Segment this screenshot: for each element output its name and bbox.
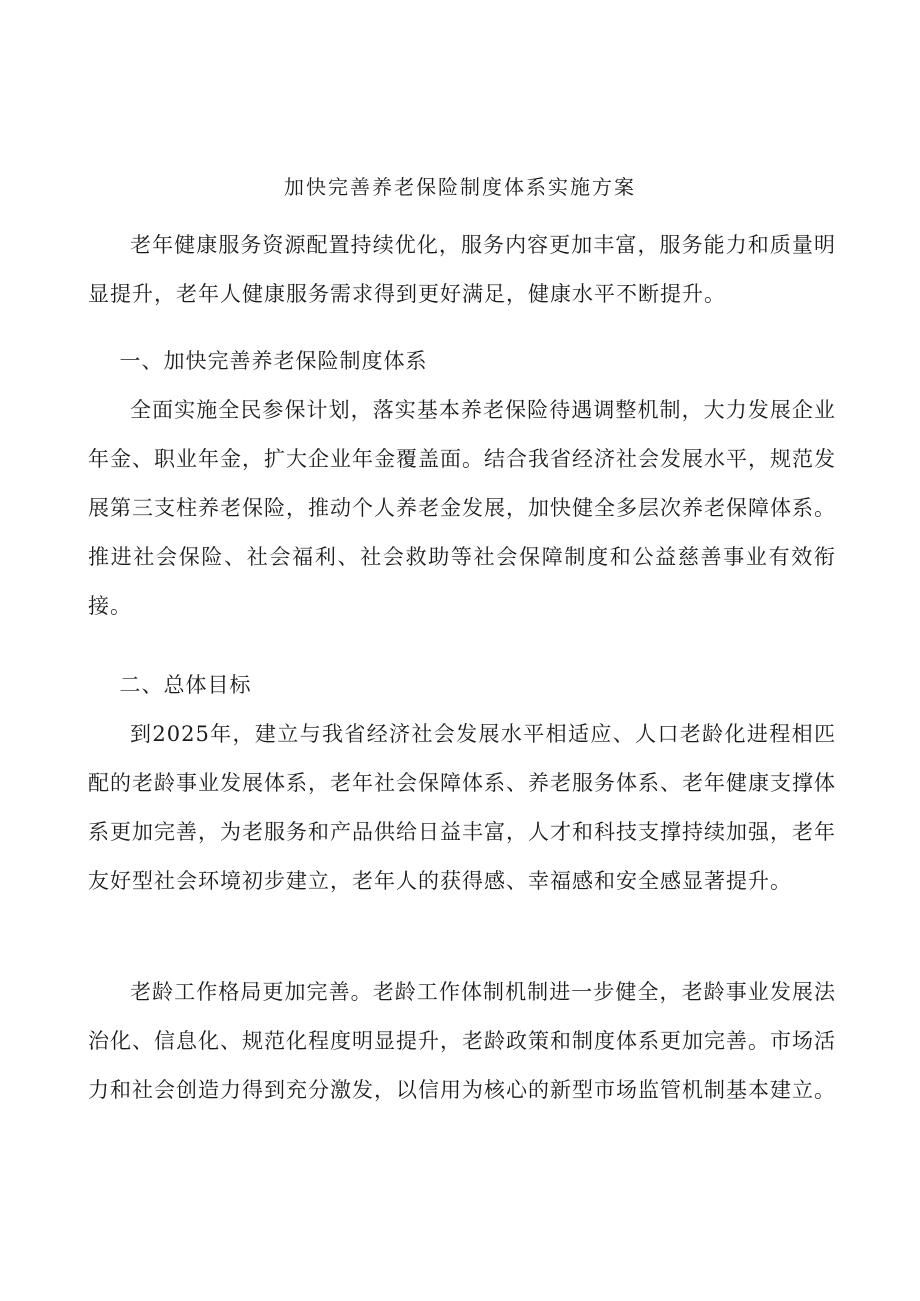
intro-paragraph: 老年健康服务资源配置持续优化，服务内容更加丰富，服务能力和质量明显提升，老年人健康服务需求得到更好满足，健康水平不断提升。 [88, 233, 836, 306]
section-paragraph: 老龄工作格局更加完善。老龄工作体制机制进一步健全，老龄事业发展法治化、信息化、规范化程度明显提升，老龄政策和制度体系更加完善。市场活力和社会创造力得到充分激发，以信用为核心的新型市场监管机制基本建立。 [88, 980, 836, 1102]
section-heading: 二、总体目标 [119, 673, 252, 697]
section-paragraph: 到2025年，建立与我省经济社会发展水平相适应、人口老龄化进程相匹配的老龄事业发展体系，老年社会保障体系、养老服务体系、老年健康支撑体系更加完善，为老服务和产品供给日益丰富，人才和科技支撑持续加强，老年友好型社会环境初步建立，老年人的获得感、幸福感和安全感显著提升。 [88, 722, 836, 893]
section-paragraph: 全面实施全民参保计划，落实基本养老保险待遇调整机制，大力发展企业年金、职业年金，扩大企业年金覆盖面。结合我省经济社会发展水平，规范发展第三支柱养老保险，推动个人养老金发展，加快健全多层次养老保障体系。推进社会保险、社会福利、社会救助等社会保障制度和公益慈善事业有效衔接。 [88, 398, 836, 618]
section-heading: 一、加快完善养老保险制度体系 [119, 349, 428, 373]
document-title: 加快完善养老保险制度体系实施方案 [284, 175, 636, 199]
